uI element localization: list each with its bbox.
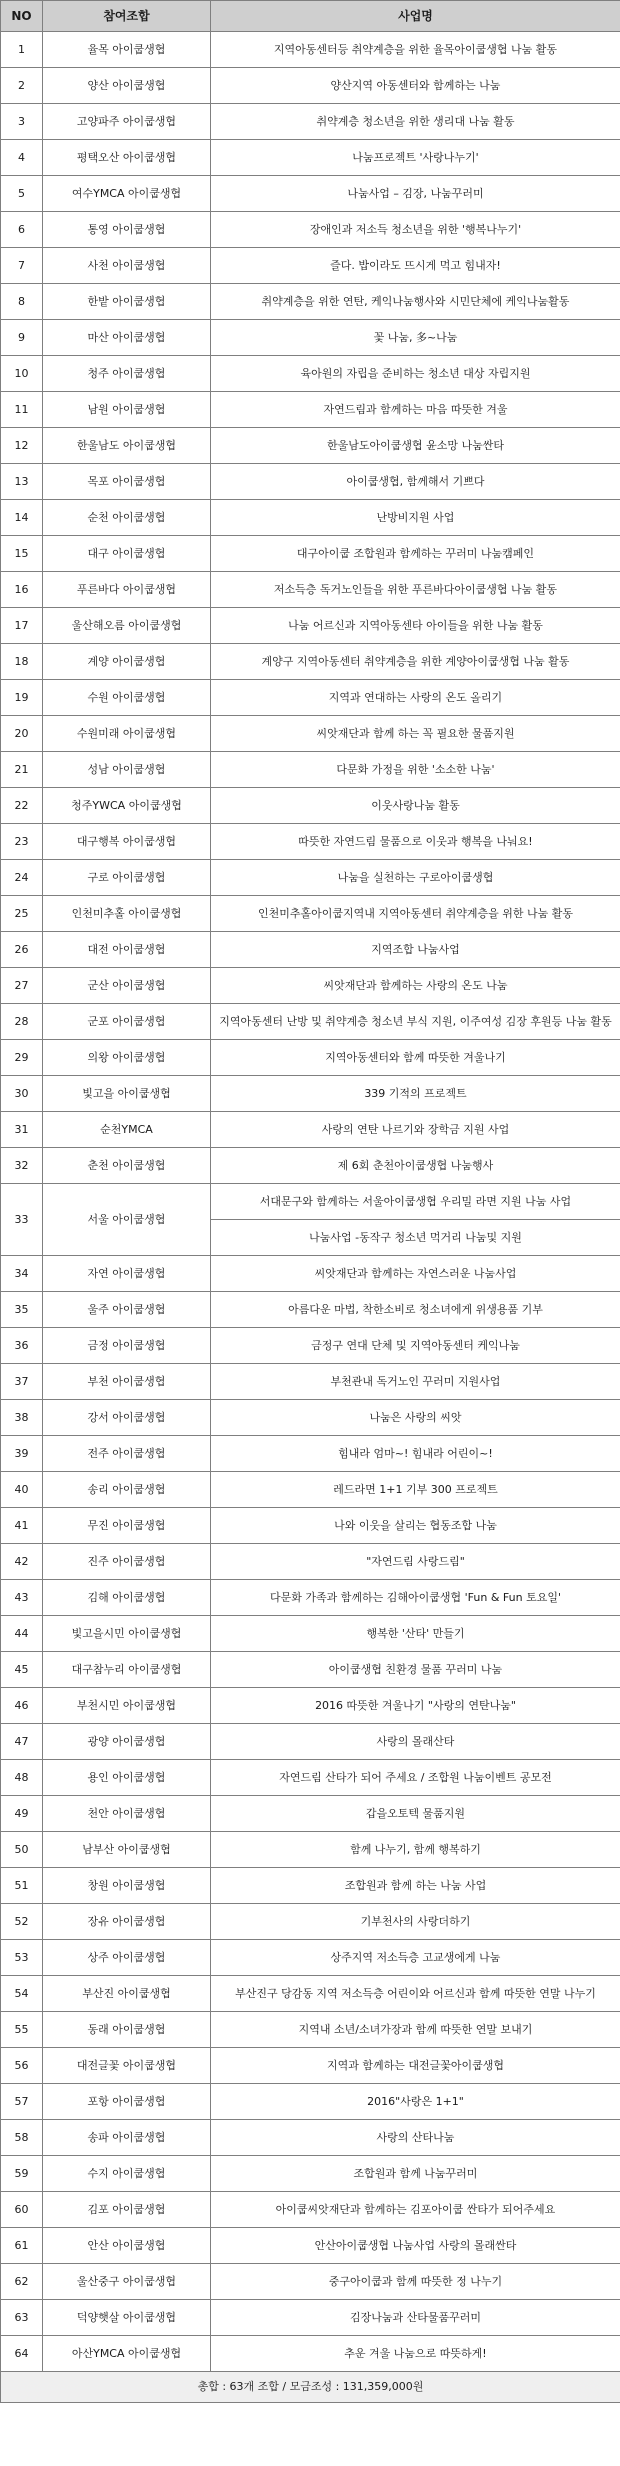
project-name: 제 6회 춘천아이쿱생협 나눔행사 <box>211 1148 620 1184</box>
row-number: 53 <box>1 1940 43 1976</box>
header-coop: 참여조합 <box>43 1 211 32</box>
table-row <box>1 140 620 176</box>
table-row <box>1 2012 620 2048</box>
row-number: 47 <box>1 1724 43 1760</box>
coop-name: 송리 아이쿱생협 <box>43 1472 211 1508</box>
header-row <box>1 1 620 32</box>
table-row <box>1 1292 620 1328</box>
row-number: 31 <box>1 1112 43 1148</box>
row-number: 38 <box>1 1400 43 1436</box>
table-row <box>1 2084 620 2120</box>
project-name: "자연드림 사랑드림" <box>211 1544 620 1580</box>
coop-name: 대구참누리 아이쿱생협 <box>43 1652 211 1688</box>
row-number: 64 <box>1 2336 43 2372</box>
project-name: 아이쿱생협 친환경 물품 꾸러미 나눔 <box>211 1652 620 1688</box>
project-name: 조합원과 함께 나눔꾸러미 <box>211 2156 620 2192</box>
table-row <box>1 320 620 356</box>
table-body <box>1 32 620 2372</box>
project-name: 2016"사랑은 1+1" <box>211 2084 620 2120</box>
row-number: 52 <box>1 1904 43 1940</box>
table-row <box>1 1328 620 1364</box>
project-name: 사랑의 몰래산타 <box>211 1724 620 1760</box>
row-number: 44 <box>1 1616 43 1652</box>
row-number: 56 <box>1 2048 43 2084</box>
row-number: 48 <box>1 1760 43 1796</box>
row-number: 36 <box>1 1328 43 1364</box>
coop-name: 대구 아이쿱생협 <box>43 536 211 572</box>
row-number: 11 <box>1 392 43 428</box>
table-row <box>1 1868 620 1904</box>
coop-name: 계양 아이쿱생협 <box>43 644 211 680</box>
table-row <box>1 68 620 104</box>
project-name: 나눔사업 -동작구 청소년 먹거리 나눔및 지원 <box>211 1220 620 1256</box>
table-row <box>1 1544 620 1580</box>
row-number: 30 <box>1 1076 43 1112</box>
row-number: 24 <box>1 860 43 896</box>
row-number: 37 <box>1 1364 43 1400</box>
project-name: 지역조합 나눔사업 <box>211 932 620 968</box>
coop-name: 김해 아이쿱생협 <box>43 1580 211 1616</box>
coop-name: 덕양햇살 아이쿱생협 <box>43 2300 211 2336</box>
table-row <box>1 248 620 284</box>
table-row <box>1 2336 620 2372</box>
project-name: 난방비지원 사업 <box>211 500 620 536</box>
coop-name: 금정 아이쿱생협 <box>43 1328 211 1364</box>
project-name: 339 기적의 프로젝트 <box>211 1076 620 1112</box>
coop-name: 목포 아이쿱생협 <box>43 464 211 500</box>
row-number: 17 <box>1 608 43 644</box>
table-row <box>1 680 620 716</box>
project-name: 아름다운 마법, 착한소비로 청소녀에게 위생용품 기부 <box>211 1292 620 1328</box>
table-row <box>1 464 620 500</box>
table-row <box>1 1796 620 1832</box>
table-row <box>1 896 620 932</box>
table-row <box>1 1580 620 1616</box>
table-row <box>1 1940 620 1976</box>
table-row <box>1 1040 620 1076</box>
coop-name: 동래 아이쿱생협 <box>43 2012 211 2048</box>
project-name: 부산진구 당감동 지역 저소득층 어린이와 어르신과 함께 따뜻한 연말 나누기 <box>211 1976 620 2012</box>
coop-name: 한밭 아이쿱생협 <box>43 284 211 320</box>
row-number: 16 <box>1 572 43 608</box>
row-number: 5 <box>1 176 43 212</box>
row-number: 32 <box>1 1148 43 1184</box>
project-name: 지역과 함께하는 대전글꽃아이쿱생협 <box>211 2048 620 2084</box>
coop-name: 마산 아이쿱생협 <box>43 320 211 356</box>
coop-name: 대전글꽃 아이쿱생협 <box>43 2048 211 2084</box>
table-row <box>1 644 620 680</box>
table-row <box>1 572 620 608</box>
coop-name: 사천 아이쿱생협 <box>43 248 211 284</box>
table-row <box>1 932 620 968</box>
row-number: 14 <box>1 500 43 536</box>
coop-name: 남부산 아이쿱생협 <box>43 1832 211 1868</box>
coop-name: 빛고을시민 아이쿱생협 <box>43 1616 211 1652</box>
table-row <box>1 1436 620 1472</box>
project-name: 2016 따뜻한 겨울나기 "사랑의 연탄나눔" <box>211 1688 620 1724</box>
project-name: 다문화 가정을 위한 '소소한 나눔' <box>211 752 620 788</box>
coop-name: 포항 아이쿱생협 <box>43 2084 211 2120</box>
row-number: 13 <box>1 464 43 500</box>
project-name: 지역과 연대하는 사랑의 온도 올리기 <box>211 680 620 716</box>
project-name: 따뜻한 자연드림 물품으로 이웃과 행복을 나눠요! <box>211 824 620 860</box>
coop-name: 부천시민 아이쿱생협 <box>43 1688 211 1724</box>
project-name: 육아원의 자립을 준비하는 청소년 대상 자립지원 <box>211 356 620 392</box>
coop-name: 청주 아이쿱생협 <box>43 356 211 392</box>
row-number: 22 <box>1 788 43 824</box>
coop-name: 진주 아이쿱생협 <box>43 1544 211 1580</box>
coop-name: 여수YMCA 아이쿱생협 <box>43 176 211 212</box>
row-number: 29 <box>1 1040 43 1076</box>
project-name: 인천미추홀아이쿱지역내 지역아동센터 취약계층을 위한 나눔 활동 <box>211 896 620 932</box>
project-name: 나눔을 실천하는 구로아이쿱생협 <box>211 860 620 896</box>
project-name: 씨앗재단과 함께하는 자연스러운 나눔사업 <box>211 1256 620 1292</box>
coop-name: 대구행복 아이쿱생협 <box>43 824 211 860</box>
coop-name: 성남 아이쿱생협 <box>43 752 211 788</box>
project-name: 나눔프로젝트 '사랑나누기' <box>211 140 620 176</box>
table-row <box>1 716 620 752</box>
coop-name: 수원미래 아이쿱생협 <box>43 716 211 752</box>
table-row <box>1 2156 620 2192</box>
coop-name: 송파 아이쿱생협 <box>43 2120 211 2156</box>
table-row <box>1 104 620 140</box>
row-number: 62 <box>1 2264 43 2300</box>
table-row <box>1 2300 620 2336</box>
row-number: 63 <box>1 2300 43 2336</box>
project-name: 씨앗재단과 함께하는 사랑의 온도 나눔 <box>211 968 620 1004</box>
total-summary: 총합 : 63개 조합 / 모금조성 : 131,359,000원 <box>1 2372 620 2403</box>
coop-name: 군산 아이쿱생협 <box>43 968 211 1004</box>
table-row <box>1 32 620 68</box>
table-row <box>1 536 620 572</box>
coop-name: 창원 아이쿱생협 <box>43 1868 211 1904</box>
row-number: 42 <box>1 1544 43 1580</box>
project-name: 대구아이쿱 조합원과 함께하는 꾸러미 나눔캠페인 <box>211 536 620 572</box>
row-number: 46 <box>1 1688 43 1724</box>
row-number: 40 <box>1 1472 43 1508</box>
project-name: 상주지역 저소득층 고교생에게 나눔 <box>211 1940 620 1976</box>
coop-name: 춘천 아이쿱생협 <box>43 1148 211 1184</box>
project-name: 부천관내 독거노인 꾸러미 지원사업 <box>211 1364 620 1400</box>
row-number: 23 <box>1 824 43 860</box>
coop-name: 대전 아이쿱생협 <box>43 932 211 968</box>
row-number: 15 <box>1 536 43 572</box>
table-row <box>1 1472 620 1508</box>
table-row <box>1 1832 620 1868</box>
coop-name: 푸른바다 아이쿱생협 <box>43 572 211 608</box>
row-number: 54 <box>1 1976 43 2012</box>
project-name: 힘내라 엄마~! 힘내라 어린이~! <box>211 1436 620 1472</box>
coop-name: 부산진 아이쿱생협 <box>43 1976 211 2012</box>
table-row <box>1 392 620 428</box>
project-name: 다문화 가족과 함께하는 김해아이쿱생협 'Fun & Fun 토요일' <box>211 1580 620 1616</box>
project-name: 아이쿱생협, 함께해서 기쁘다 <box>211 464 620 500</box>
row-number: 57 <box>1 2084 43 2120</box>
table-row <box>1 1652 620 1688</box>
row-number: 25 <box>1 896 43 932</box>
row-number: 21 <box>1 752 43 788</box>
row-number: 8 <box>1 284 43 320</box>
row-number: 34 <box>1 1256 43 1292</box>
coop-name: 양산 아이쿱생협 <box>43 68 211 104</box>
row-number: 20 <box>1 716 43 752</box>
coop-name: 평택오산 아이쿱생협 <box>43 140 211 176</box>
coop-name: 빛고을 아이쿱생협 <box>43 1076 211 1112</box>
project-name: 사랑의 연탄 나르기와 장학금 지원 사업 <box>211 1112 620 1148</box>
row-number: 58 <box>1 2120 43 2156</box>
row-number: 49 <box>1 1796 43 1832</box>
row-number: 55 <box>1 2012 43 2048</box>
project-name: 지역아동센터 난방 및 취약계층 청소년 부식 지원, 이주여성 김장 후원등 나눔 활동 <box>211 1004 620 1040</box>
project-name: 함께 나누기, 함께 행복하기 <box>211 1832 620 1868</box>
table-row <box>1 356 620 392</box>
table-row <box>1 1760 620 1796</box>
coop-name: 안산 아이쿱생협 <box>43 2228 211 2264</box>
table-row <box>1 212 620 248</box>
table-row <box>1 1184 620 1220</box>
table-row <box>1 1364 620 1400</box>
coop-name: 고양파주 아이쿱생협 <box>43 104 211 140</box>
table-row <box>1 1112 620 1148</box>
project-name: 나와 이웃을 살리는 협동조합 나눔 <box>211 1508 620 1544</box>
row-number: 10 <box>1 356 43 392</box>
coop-name: 청주YWCA 아이쿱생협 <box>43 788 211 824</box>
project-name: 조합원과 함께 하는 나눔 사업 <box>211 1868 620 1904</box>
project-name: 즐다. 밥이라도 뜨시게 먹고 힘내자! <box>211 248 620 284</box>
table-row <box>1 1616 620 1652</box>
project-name: 저소득층 독거노인들을 위한 푸른바다아이쿱생협 나눔 활동 <box>211 572 620 608</box>
project-name: 금정구 연대 단체 및 지역아동센터 케익나눔 <box>211 1328 620 1364</box>
table-row <box>1 176 620 212</box>
table-row <box>1 1904 620 1940</box>
table-row <box>1 788 620 824</box>
coop-name: 율목 아이쿱생협 <box>43 32 211 68</box>
project-name: 지역내 소년/소녀가장과 함께 따뜻한 연말 보내기 <box>211 2012 620 2048</box>
project-name: 자연드림 산타가 되어 주세요 / 조합원 나눔이벤트 공모전 <box>211 1760 620 1796</box>
coop-name: 상주 아이쿱생협 <box>43 1940 211 1976</box>
row-number: 18 <box>1 644 43 680</box>
coop-name: 한울남도 아이쿱생협 <box>43 428 211 464</box>
table-row <box>1 1004 620 1040</box>
table-row <box>1 1976 620 2012</box>
table-row <box>1 1400 620 1436</box>
table-row <box>1 1148 620 1184</box>
coop-name: 인천미추홀 아이쿱생협 <box>43 896 211 932</box>
project-name: 양산지역 아동센터와 함께하는 나눔 <box>211 68 620 104</box>
coop-name: 울산중구 아이쿱생협 <box>43 2264 211 2300</box>
row-number: 4 <box>1 140 43 176</box>
coop-name: 울산해오름 아이쿱생협 <box>43 608 211 644</box>
project-name: 서대문구와 함께하는 서울아이쿱생협 우리밀 라면 지원 나눔 사업 <box>211 1184 620 1220</box>
row-number: 2 <box>1 68 43 104</box>
project-name: 아이쿱씨앗재단과 함께하는 김포아이쿱 싼타가 되어주세요 <box>211 2192 620 2228</box>
row-number: 3 <box>1 104 43 140</box>
project-name: 씨앗재단과 함께 하는 꼭 필요한 물품지원 <box>211 716 620 752</box>
project-name: 추운 겨울 나눔으로 따뜻하게! <box>211 2336 620 2372</box>
project-name: 레드라면 1+1 기부 300 프로젝트 <box>211 1472 620 1508</box>
row-number: 43 <box>1 1580 43 1616</box>
row-number: 19 <box>1 680 43 716</box>
coop-name: 자연 아이쿱생협 <box>43 1256 211 1292</box>
table-row <box>1 428 620 464</box>
table-row <box>1 860 620 896</box>
project-name: 한울남도아이쿱생협 윤소망 나눔싼타 <box>211 428 620 464</box>
project-name: 사랑의 산타나눔 <box>211 2120 620 2156</box>
project-name: 안산아이쿱생협 나눔사업 사랑의 몰래싼타 <box>211 2228 620 2264</box>
coop-name: 무진 아이쿱생협 <box>43 1508 211 1544</box>
row-number: 6 <box>1 212 43 248</box>
coop-name: 김포 아이쿱생협 <box>43 2192 211 2228</box>
footer-row <box>1 2372 620 2403</box>
project-name: 계양구 지역아동센터 취약계층을 위한 계양아이쿱생협 나눔 활동 <box>211 644 620 680</box>
coop-name: 남원 아이쿱생협 <box>43 392 211 428</box>
row-number: 59 <box>1 2156 43 2192</box>
table-row <box>1 608 620 644</box>
table-row <box>1 1508 620 1544</box>
project-name: 나눔은 사랑의 씨앗 <box>211 1400 620 1436</box>
coop-name: 서울 아이쿱생협 <box>43 1184 211 1256</box>
table-row <box>1 752 620 788</box>
coop-name: 군포 아이쿱생협 <box>43 1004 211 1040</box>
coop-name: 통영 아이쿱생협 <box>43 212 211 248</box>
coop-name: 용인 아이쿱생협 <box>43 1760 211 1796</box>
project-name: 나눔 어르신과 지역아동센타 아이들을 위한 나눔 활동 <box>211 608 620 644</box>
project-name: 지역아동센터와 함께 따뜻한 겨울나기 <box>211 1040 620 1076</box>
coop-name: 수원 아이쿱생협 <box>43 680 211 716</box>
project-name: 장애인과 저소득 청소년을 위한 '행복나누기' <box>211 212 620 248</box>
coop-name: 수지 아이쿱생협 <box>43 2156 211 2192</box>
table-row <box>1 1076 620 1112</box>
table-row <box>1 2120 620 2156</box>
project-name: 기부천사의 사랑더하기 <box>211 1904 620 1940</box>
coop-name: 장유 아이쿱생협 <box>43 1904 211 1940</box>
header-no: NO <box>1 1 43 32</box>
table-row <box>1 2192 620 2228</box>
table-row <box>1 2264 620 2300</box>
coop-name: 강서 아이쿱생협 <box>43 1400 211 1436</box>
project-name: 자연드림과 함께하는 마음 따뜻한 겨울 <box>211 392 620 428</box>
project-name: 취약계층 청소년을 위한 생리대 나눔 활동 <box>211 104 620 140</box>
row-number: 41 <box>1 1508 43 1544</box>
coop-name: 구로 아이쿱생협 <box>43 860 211 896</box>
table-row <box>1 824 620 860</box>
project-name: 이웃사랑나눔 활동 <box>211 788 620 824</box>
row-number: 35 <box>1 1292 43 1328</box>
row-number: 27 <box>1 968 43 1004</box>
row-number: 50 <box>1 1832 43 1868</box>
header-project: 사업명 <box>211 1 620 32</box>
project-name: 나눔사업 – 김장, 나눔꾸러미 <box>211 176 620 212</box>
row-number: 45 <box>1 1652 43 1688</box>
coop-name: 부천 아이쿱생협 <box>43 1364 211 1400</box>
table-row <box>1 2228 620 2264</box>
coop-name: 광양 아이쿱생협 <box>43 1724 211 1760</box>
row-number: 51 <box>1 1868 43 1904</box>
row-number: 7 <box>1 248 43 284</box>
row-number: 26 <box>1 932 43 968</box>
row-number: 33 <box>1 1184 43 1256</box>
row-number: 60 <box>1 2192 43 2228</box>
project-name: 행복한 '산타' 만들기 <box>211 1616 620 1652</box>
coop-name: 아산YMCA 아이쿱생협 <box>43 2336 211 2372</box>
coop-name: 울주 아이쿱생협 <box>43 1292 211 1328</box>
table-row <box>1 1724 620 1760</box>
table-row <box>1 500 620 536</box>
row-number: 12 <box>1 428 43 464</box>
project-name: 꽃 나눔, 多~나눔 <box>211 320 620 356</box>
table-row <box>1 1256 620 1292</box>
coop-name: 순천YMCA <box>43 1112 211 1148</box>
project-name: 갑을오토텍 물품지원 <box>211 1796 620 1832</box>
coop-name: 전주 아이쿱생협 <box>43 1436 211 1472</box>
project-name: 취약계층을 위한 연탄, 케익나눔행사와 시민단체에 케익나눔활동 <box>211 284 620 320</box>
row-number: 61 <box>1 2228 43 2264</box>
row-number: 9 <box>1 320 43 356</box>
row-number: 39 <box>1 1436 43 1472</box>
table-row <box>1 1688 620 1724</box>
row-number: 1 <box>1 32 43 68</box>
project-name: 지역아동센터등 취약계층을 위한 율목아이쿱생협 나눔 활동 <box>211 32 620 68</box>
table-row <box>1 2048 620 2084</box>
coop-name: 천안 아이쿱생협 <box>43 1796 211 1832</box>
project-name: 중구아이쿱과 함께 따뜻한 정 나누기 <box>211 2264 620 2300</box>
table-row <box>1 284 620 320</box>
coop-name: 순천 아이쿱생협 <box>43 500 211 536</box>
project-name: 김장나눔과 산타물품꾸러미 <box>211 2300 620 2336</box>
table-row <box>1 968 620 1004</box>
row-number: 28 <box>1 1004 43 1040</box>
coop-name: 의왕 아이쿱생협 <box>43 1040 211 1076</box>
